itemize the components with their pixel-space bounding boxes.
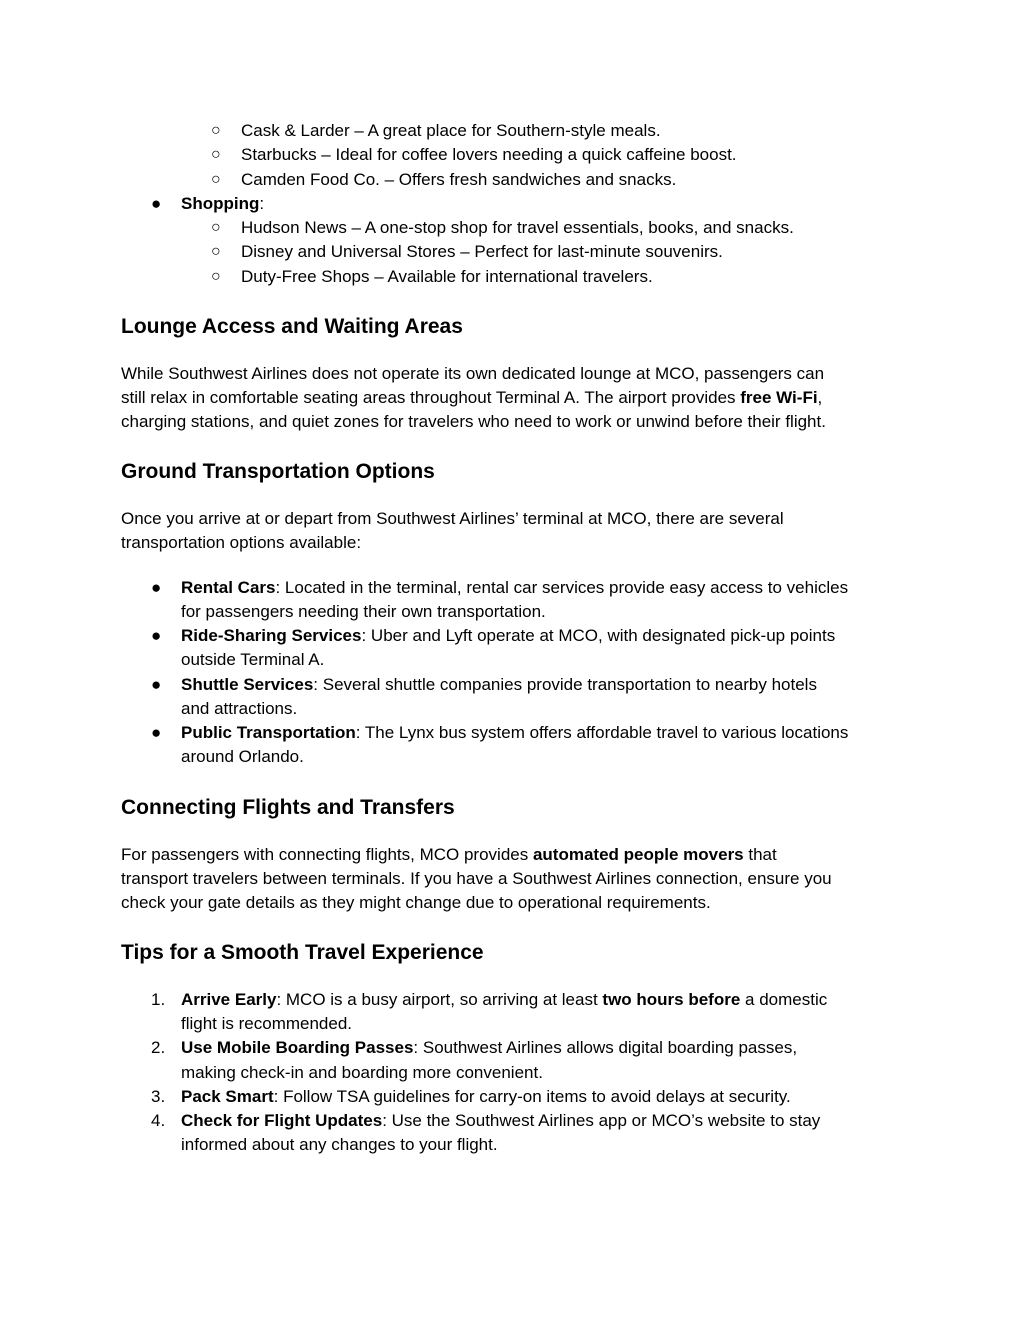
ground-intro-line: transportation options available: [121, 533, 362, 552]
food-subitem: Starbucks – Ideal for coffee lovers needing a quick caffeine boost. [241, 145, 737, 164]
sub-bullet-marker: ○ [211, 243, 221, 260]
connecting-text: For passengers with connecting flights, MCO provides [121, 845, 533, 864]
list-number: 4. [151, 1111, 166, 1130]
ground-item-text: : Located in the terminal, rental car services provide easy access to vehicles [275, 578, 849, 597]
food-subitem: Camden Food Co. – Offers fresh sandwiches and snacks. [241, 170, 677, 189]
ground-item-continuation: for passengers needing their own transportation. [181, 602, 546, 621]
connecting-heading: Connecting Flights and Transfers [121, 796, 455, 819]
shopping-item [181, 192, 264, 216]
bullet-marker: ● [151, 194, 162, 213]
ground-item-text: : Uber and Lyft operate at MCO, with designated pick-up points [361, 626, 836, 645]
sub-bullet-marker: ○ [211, 171, 221, 188]
lounge-paragraph-line [121, 386, 822, 410]
tip-label: Use Mobile Boarding Passes [181, 1038, 414, 1057]
tip-text: : Follow TSA guidelines for carry-on items to avoid delays at security. [273, 1087, 791, 1106]
tip-item-continuation: making check-in and boarding more convenient. [181, 1063, 543, 1082]
tip-item-continuation: informed about any changes to your flight. [181, 1135, 498, 1154]
tip-text: : MCO is a busy airport, so arriving at least [276, 990, 603, 1009]
lounge-heading: Lounge Access and Waiting Areas [121, 315, 463, 338]
connecting-text: that [743, 845, 777, 864]
ground-item-label: Public Transportation [181, 723, 356, 742]
connecting-paragraph-line [121, 843, 777, 867]
bullet-marker: ● [151, 675, 162, 694]
tips-heading: Tips for a Smooth Travel Experience [121, 941, 484, 964]
list-number: 3. [151, 1087, 166, 1106]
lounge-paragraph-line: While Southwest Airlines does not operate its own dedicated lounge at MCO, passengers can [121, 364, 825, 383]
ground-intro-line: Once you arrive at or depart from Southwest Airlines’ terminal at MCO, there are several [121, 509, 784, 528]
list-number: 1. [151, 990, 166, 1009]
ground-item [181, 624, 835, 648]
connecting-paragraph-line: transport travelers between terminals. If you have a Southwest Airlines connection, ensure you [121, 869, 832, 888]
shopping-subitem: Duty-Free Shops – Available for international travelers. [241, 267, 653, 286]
shopping-subitem: Disney and Universal Stores – Perfect for last-minute souvenirs. [241, 242, 723, 261]
food-subitem: Cask & Larder – A great place for Southern-style meals. [241, 121, 661, 140]
ground-item-text: : Several shuttle companies provide transportation to nearby hotels [313, 675, 817, 694]
ground-item [181, 673, 817, 697]
lounge-paragraph-line: charging stations, and quiet zones for travelers who need to work or unwind before their flight. [121, 412, 826, 431]
tip-text: : Southwest Airlines allows digital boarding passes, [413, 1038, 798, 1057]
tip-text: a domestic [740, 990, 828, 1009]
ground-item-label: Rental Cars [181, 578, 276, 597]
ground-heading: Ground Transportation Options [121, 460, 435, 483]
ground-item-continuation: and attractions. [181, 699, 298, 718]
ground-item-continuation: outside Terminal A. [181, 650, 325, 669]
tip-label: Pack Smart [181, 1087, 274, 1106]
tip-label: Arrive Early [181, 990, 277, 1009]
people-movers-emphasis: automated people movers [532, 845, 744, 864]
list-number: 2. [151, 1038, 166, 1057]
sub-bullet-marker: ○ [211, 146, 221, 163]
bullet-marker: ● [151, 723, 162, 742]
sub-bullet-marker: ○ [211, 122, 221, 139]
tip-item [181, 1036, 797, 1060]
tip-text: : Use the Southwest Airlines app or MCO’s website to stay [382, 1111, 821, 1130]
tip-label: Check for Flight Updates [181, 1111, 383, 1130]
bullet-marker: ● [151, 626, 162, 645]
ground-item [181, 721, 848, 745]
sub-bullet-marker: ○ [211, 219, 221, 236]
free-wifi-emphasis: free Wi-Fi [740, 388, 818, 407]
ground-item-continuation: around Orlando. [181, 747, 304, 766]
tip-item [181, 1085, 791, 1109]
connecting-paragraph-line: check your gate details as they might change due to operational requirements. [121, 893, 711, 912]
shopping-suffix: : [259, 194, 265, 213]
tip-item [181, 1109, 820, 1133]
tip-item-continuation: flight is recommended. [181, 1014, 353, 1033]
ground-item [181, 576, 848, 600]
shopping-label: Shopping [181, 194, 260, 213]
ground-item-label: Shuttle Services [181, 675, 314, 694]
sub-bullet-marker: ○ [211, 268, 221, 285]
tip-item [181, 988, 827, 1012]
lounge-text: still relax in comfortable seating areas throughout Terminal A. The airport provides [121, 388, 741, 407]
lounge-text: , [817, 388, 823, 407]
two-hours-emphasis: two hours before [602, 990, 741, 1009]
ground-item-text: : The Lynx bus system offers affordable travel to various locations [355, 723, 849, 742]
ground-item-label: Ride-Sharing Services [181, 626, 362, 645]
bullet-marker: ● [151, 578, 162, 597]
shopping-subitem: Hudson News – A one-stop shop for travel essentials, books, and snacks. [241, 218, 794, 237]
